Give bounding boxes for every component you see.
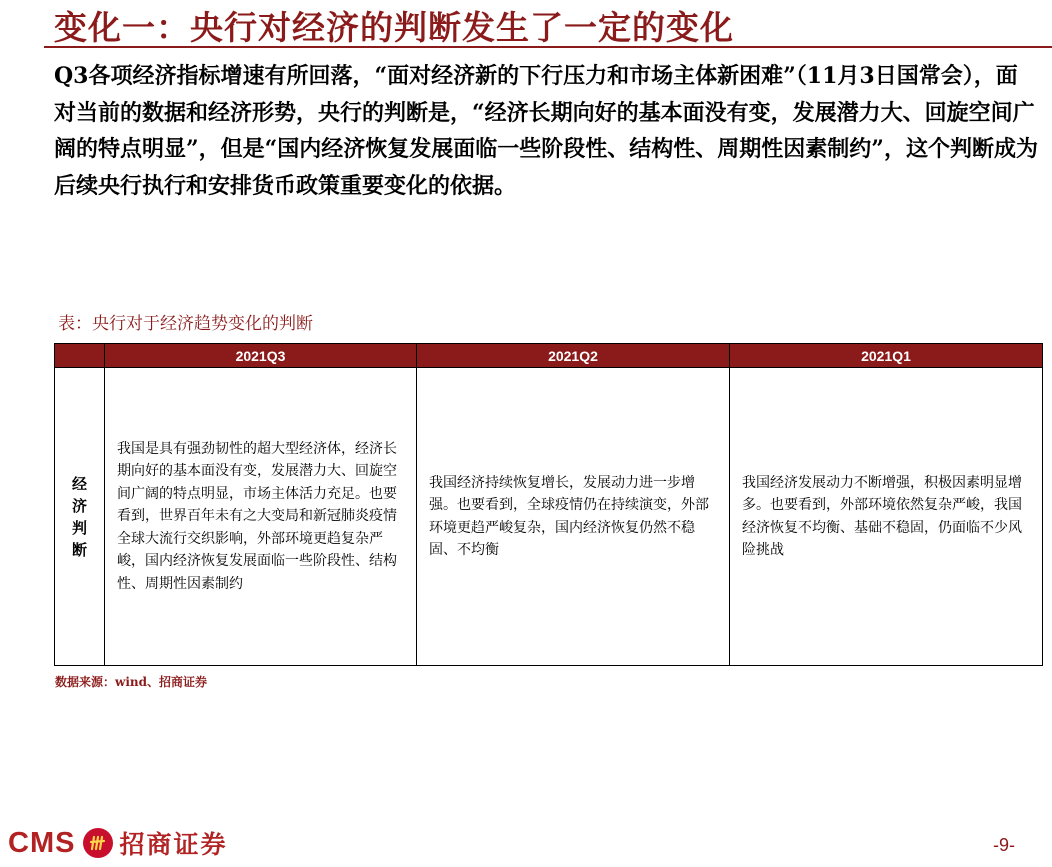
title-divider bbox=[44, 46, 1052, 48]
row-label-cell bbox=[55, 368, 105, 666]
table-header-row bbox=[55, 344, 1043, 368]
table-row bbox=[55, 368, 1043, 666]
cell-2021q2: 我国经济持续恢复增长，发展动力进一步增强。也要看到，全球疫情仍在持续演变，外部环境更趋严峻复杂，国内经济恢复仍然不稳固、不均衡 bbox=[417, 368, 730, 666]
logo-mark-icon bbox=[83, 828, 113, 858]
header-2021q1: 2021Q1 bbox=[730, 344, 1043, 368]
header-corner bbox=[55, 344, 105, 368]
page-number: -9- bbox=[993, 835, 1015, 855]
header-2021q3: 2021Q3 bbox=[105, 344, 417, 368]
logo-text: CMS bbox=[8, 826, 76, 859]
header-2021q2: 2021Q2 bbox=[417, 344, 730, 368]
summary-paragraph: Q3各项经济指标增速有所回落，“面对经济新的下行压力和市场主体新困难”（11月3日国常会），面对当前的数据和经济形势，央行的判断是，“经济长期向好的基本面没有变，发展潜力大、回旋空间广阔的特点明显”，但是“国内经济恢复发展面临一些阶段性、结构性、周期性因素制约”，这个判断成为后续央行执行和安排货币政策重要变化的依据。 bbox=[54, 63, 1038, 199]
page-title: 变化一：央行对经济的判断发生了一定的变化 bbox=[54, 8, 734, 47]
judgement-table bbox=[54, 343, 1043, 666]
logo-chinese-name: 招商证券 bbox=[119, 830, 228, 859]
logo-mark-glyph-icon bbox=[88, 833, 108, 853]
table-caption: 表：央行对于经济趋势变化的判断 bbox=[58, 314, 313, 334]
company-logo bbox=[8, 823, 227, 863]
row-label: 经济判断 bbox=[72, 474, 88, 559]
cell-2021q3: 我国是具有强劲韧性的超大型经济体，经济长期向好的基本面没有变，发展潜力大、回旋空间广阔的特点明显，市场主体活力充足。也要看到，世界百年未有之大变局和新冠肺炎疫情全球大流行交织影响，外部环境更趋复杂严峻，国内经济恢复发展面临一些阶段性、结构性、周期性因素制约 bbox=[105, 368, 417, 666]
cell-2021q1: 我国经济发展动力不断增强，积极因素明显增多。也要看到，外部环境依然复杂严峻，我国经济恢复不均衡、基础不稳固，仍面临不少风险挑战 bbox=[730, 368, 1043, 666]
data-source: 数据来源：wind、招商证券 bbox=[55, 675, 208, 689]
